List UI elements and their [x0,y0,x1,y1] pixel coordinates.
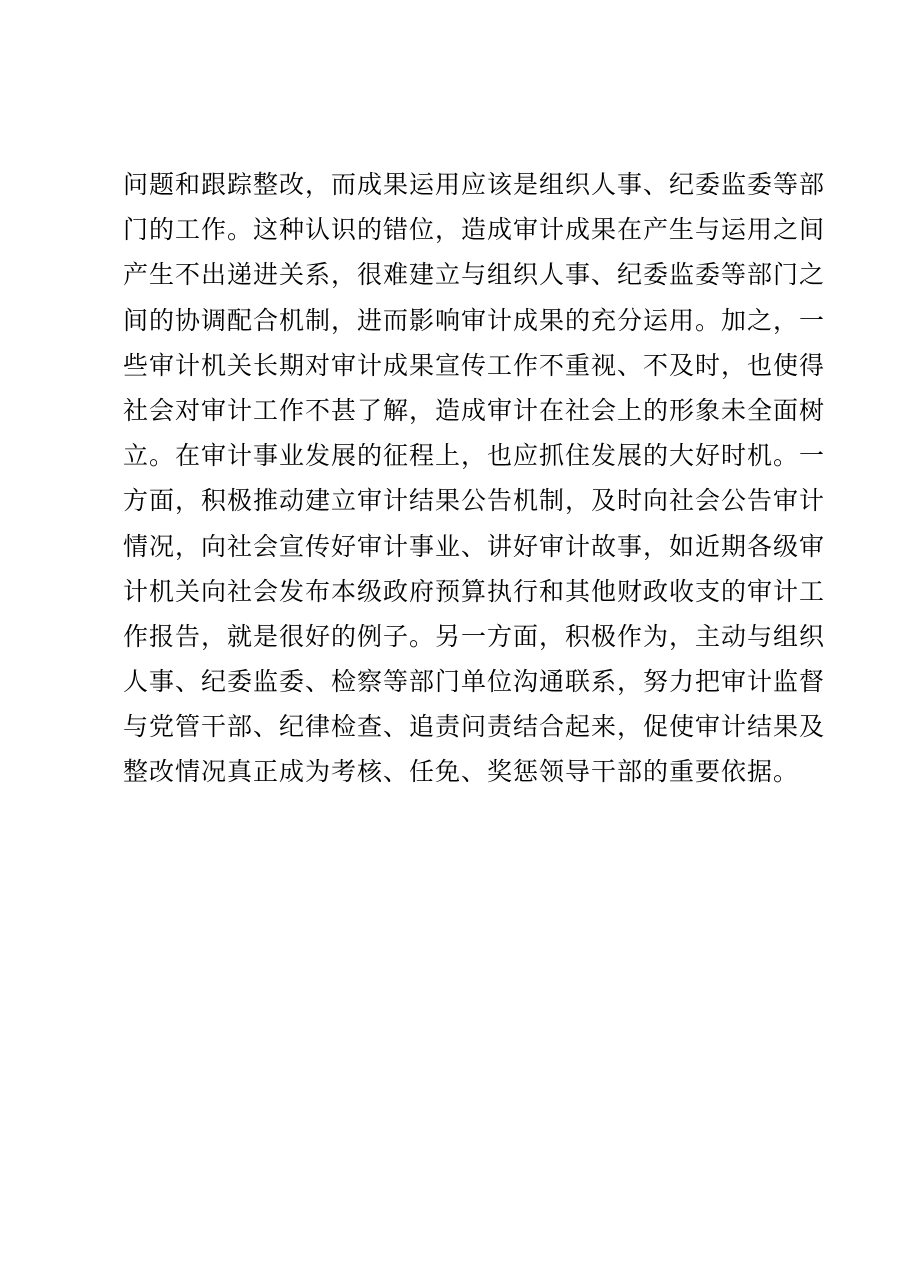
text-line: 情况，向社会宣传好审计事业、讲好审计故事，如近期各级审 [123,531,826,561]
text-line: 问题和跟踪整改，而成果运用应该是组织人事、纪委监委等部 [123,170,826,199]
text-line: 社会对审计工作不甚了解，造成审计在社会上的形象未全面树 [123,395,826,425]
text-line: 门的工作。这种认识的错位，造成审计成果在产生与运用之间 [123,215,826,245]
text-line: 产生不出递进关系，很难建立与组织人事、纪委监委等部门之 [123,260,826,290]
text-line: 与党管干部、纪律检查、追责问责结合起来，促使审计结果及 [123,712,826,742]
text-line: 些审计机关长期对审计成果宣传工作不重视、不及时，也使得 [123,350,826,380]
text-line: 间的协调配合机制，进而影响审计成果的充分运用。加之，一 [123,305,826,335]
text-line: 人事、纪委监委、检察等部门单位沟通联系，努力把审计监督 [123,667,826,697]
text-line: 整改情况真正成为考核、任免、奖惩领导干部的重要依据。 [123,757,800,787]
text-line: 计机关向社会发布本级政府预算执行和其他财政收支的审计工 [123,576,826,606]
text-line: 立。在审计事业发展的征程上，也应抓住发展的大好时机。一 [123,441,826,471]
text-line: 作报告，就是很好的例子。另一方面，积极作为，主动与组织 [123,621,826,651]
text-line: 方面，积极推动建立审计结果公告机制，及时向社会公告审计 [123,486,826,516]
body-paragraph [123,162,826,795]
